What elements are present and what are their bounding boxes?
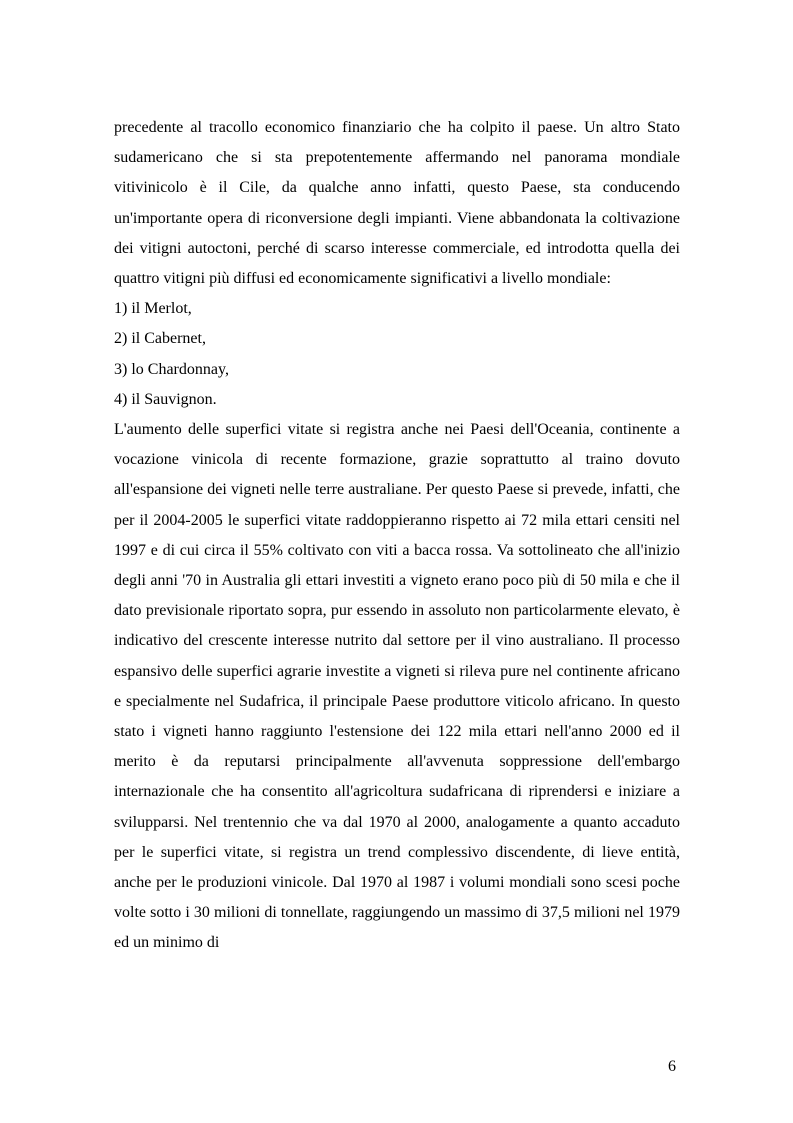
paragraph: L'aumento delle superfici vitate si registra anche nei Paesi dell'Oceania, continente a vocazione vinicola di recente formazione, grazie soprattutto al traino dovuto all'espansione dei vigneti nelle terre australiane. Per questo Paese si prevede, infatti, che per il 2004-2005 le superfici vitate raddoppieranno rispetto ai 72 mila ettari censiti nel 1997 e di cui circa il 55% coltivato con viti a bacca rossa. Va sottolineato che all'inizio degli anni '70 in Australia gli ettari investiti a vigneto erano poco più di 50 mila e che il dato previsionale riportato sopra, pur essendo in assoluto non particolarmente elevato, è indicativo del crescente interesse nutrito dal settore per il vino australiano. Il processo espansivo delle superfici agrarie investite a vigneti si rileva pure nel continente africano e specialmente nel Sudafrica, il principale Paese produttore viticolo africano. In questo stato i vigneti hanno raggiunto l'estensione dei 122 mila ettari nell'anno 2000 ed il merito è da reputarsi principalmente all'avvenuta soppressione dell'embargo internazionale che ha consentito all'agricoltura sudafricana di riprendersi e iniziare a svilupparsi. Nel trentennio che va dal 1970 al 2000, analogamente a quanto accaduto per le superfici vitate, si registra un trend complessivo discendente, di lieve entità, anche per le produzioni vinicole. Dal 1970 al 1987 i volumi mondiali sono scesi poche volte sotto i 30 milioni di tonnellate, raggiungendo un massimo di 37,5 milioni nel 1979 ed un minimo di — [114, 421, 680, 952]
list-item: 3) lo Chardonnay, — [114, 360, 229, 378]
list-item: 1) il Merlot, — [114, 300, 192, 318]
paragraph: precedente al tracollo economico finanziario che ha colpito il paese. Un altro Stato sudamericano che si sta prepotentemente affermando nel panorama mondiale vitivinicolo è il Cile, da qualche anno infatti, questo Paese, sta conducendo un'importante opera di riconversione degli impianti. Viene abbandonata la coltivazione dei vitigni autoctoni, perché di scarso interesse commerciale, ed introdotta quella dei quattro vitigni più diffusi ed economicamente significativi a livello mondiale: — [114, 119, 680, 288]
list-item: 4) il Sauvignon. — [114, 390, 217, 408]
grape-varieties-list — [114, 294, 680, 415]
list-item: 2) il Cabernet, — [114, 330, 206, 348]
body-text — [114, 113, 680, 959]
page-number: 6 — [668, 1058, 676, 1075]
